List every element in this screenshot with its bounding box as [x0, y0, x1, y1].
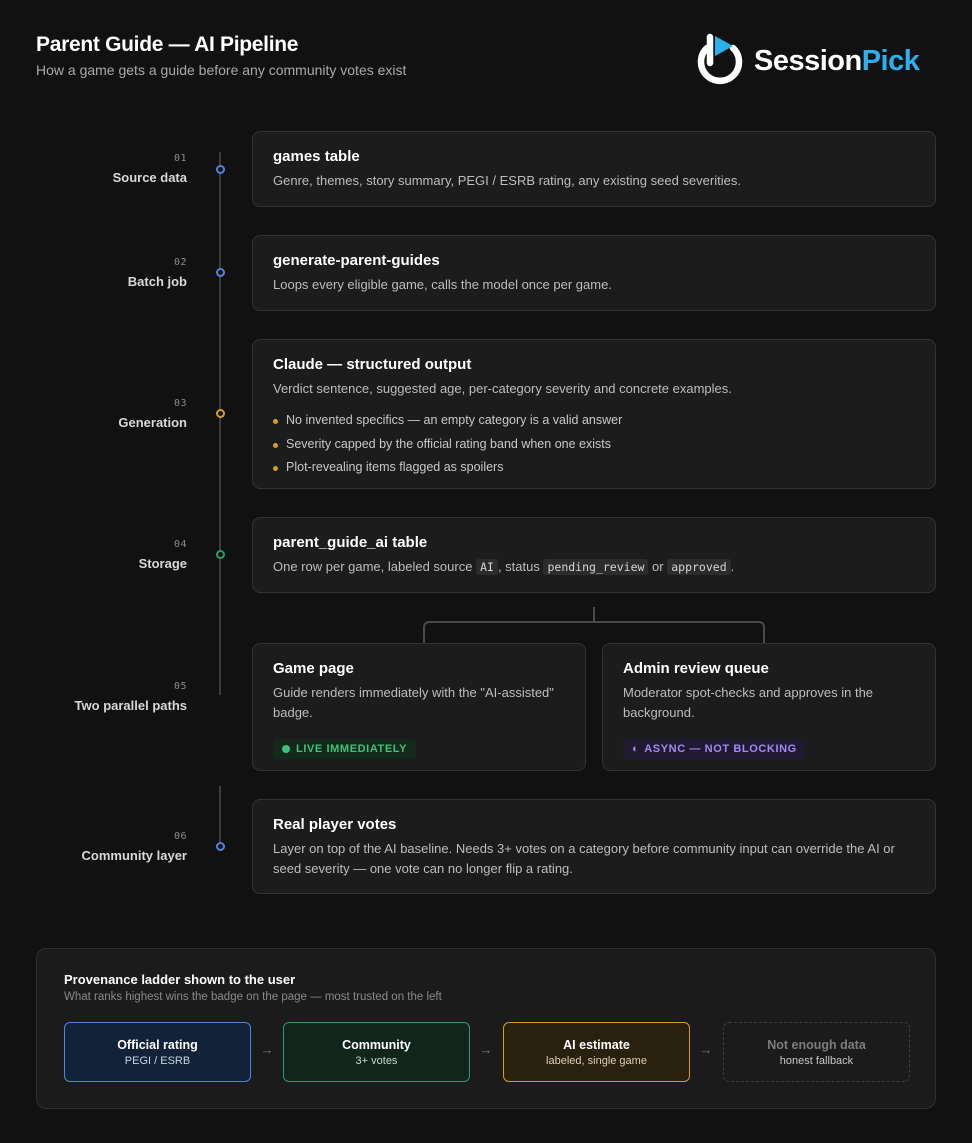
step-label: Storage [138, 556, 187, 571]
tier-note: honest fallback [779, 1054, 854, 1067]
card-description: Guide renders immediately with the "AI-assisted" badge. [273, 685, 554, 720]
rules-list [273, 409, 915, 480]
live-badge: LIVE IMMEDIATELY [273, 739, 416, 759]
brand-name-part1: Session [754, 44, 862, 77]
step-card-source [252, 131, 936, 207]
card-title: generate-parent-guides [273, 252, 440, 269]
brand-wordmark [754, 45, 919, 78]
timeline-dot [216, 550, 225, 559]
half-circle-icon: ◐ [632, 743, 640, 755]
step-label: Community layer [81, 848, 187, 863]
step-card-generation [252, 339, 936, 489]
timeline-dot [216, 165, 225, 174]
card-description: One row per game, labeled source AI , status pending_review or approved . [273, 559, 735, 574]
step-card-batch [252, 235, 936, 311]
page-title: Parent Guide — AI Pipeline [36, 33, 299, 56]
card-title: parent_guide_ai table [273, 534, 428, 551]
tier-name: Official rating [117, 1037, 198, 1052]
card-title: Game page [273, 660, 354, 677]
path-card-admin-queue [602, 643, 936, 771]
step-number: 04 [173, 539, 187, 550]
list-item: Severity capped by the official rating band when one exists [273, 433, 915, 457]
tier-name: Not enough data [767, 1037, 866, 1052]
card-title: Claude — structured output [273, 356, 472, 373]
code-pending-review: pending_review [543, 559, 648, 575]
code-ai: AI [476, 559, 498, 575]
step-number: 06 [173, 831, 187, 842]
provenance-title: Provenance ladder shown to the user [64, 972, 296, 987]
provenance-subtitle: What ranks highest wins the badge on the page — most trusted on the left [64, 991, 442, 1003]
brand-logo [694, 32, 939, 90]
arrow-right-icon: → [479, 1042, 493, 1057]
card-title: Admin review queue [623, 660, 769, 677]
live-dot-icon [282, 745, 290, 753]
tier-name: AI estimate [563, 1037, 630, 1052]
card-description: Genre, themes, story summary, PEGI / ESRB rating, any existing seed severities. [273, 173, 741, 188]
arrow-right-icon: → [699, 1042, 713, 1057]
card-description: Layer on top of the AI baseline. Needs 3+ votes on a category before community input can override the AI or seed severity — one vote can no longer flip a rating. [273, 841, 895, 876]
step-label: Batch job [127, 274, 187, 289]
tier-note: labeled, single game [546, 1054, 647, 1067]
step-card-storage [252, 517, 936, 593]
step-label: Two parallel paths [74, 698, 187, 713]
tier-name: Community [342, 1037, 411, 1052]
arrow-right-icon: → [260, 1042, 274, 1057]
tier-note: PEGI / ESRB [124, 1054, 191, 1067]
card-title: games table [273, 148, 360, 165]
card-description: Verdict sentence, suggested age, per-category severity and concrete examples. [273, 381, 732, 396]
timeline-dot [216, 268, 225, 277]
timeline-dot [216, 842, 225, 851]
card-description: Loops every eligible game, calls the model once per game. [273, 277, 612, 292]
power-play-icon [694, 33, 746, 89]
timeline-line [219, 152, 221, 695]
step-number: 03 [173, 398, 187, 409]
card-description: Moderator spot-checks and approves in the background. [623, 685, 874, 720]
async-badge: ◐ ASYNC — NOT BLOCKING [623, 739, 806, 759]
brand-name-part2: Pick [861, 44, 920, 77]
step-number: 01 [173, 153, 187, 164]
list-item: No invented specifics — an empty category is a valid answer [273, 409, 915, 433]
step-card-community [252, 799, 936, 894]
tier-official-rating [64, 1022, 251, 1082]
tier-note: 3+ votes [355, 1054, 398, 1067]
tier-not-enough-data [723, 1022, 910, 1082]
branch-connector-stem [593, 607, 595, 622]
step-number: 05 [173, 681, 187, 692]
step-number: 02 [173, 257, 187, 268]
step-label: Generation [118, 415, 187, 430]
list-item: Plot-revealing items flagged as spoilers [273, 456, 915, 480]
step-label: Source data [112, 170, 187, 185]
timeline-dot [216, 409, 225, 418]
tier-ai-estimate [503, 1022, 690, 1082]
code-approved: approved [667, 559, 730, 575]
provenance-panel [36, 948, 936, 1109]
path-card-game-page [252, 643, 586, 771]
tier-community [283, 1022, 470, 1082]
timeline-line-lower [219, 786, 221, 846]
card-title: Real player votes [273, 816, 397, 833]
page-subtitle: How a game gets a guide before any community votes exist [36, 62, 407, 78]
